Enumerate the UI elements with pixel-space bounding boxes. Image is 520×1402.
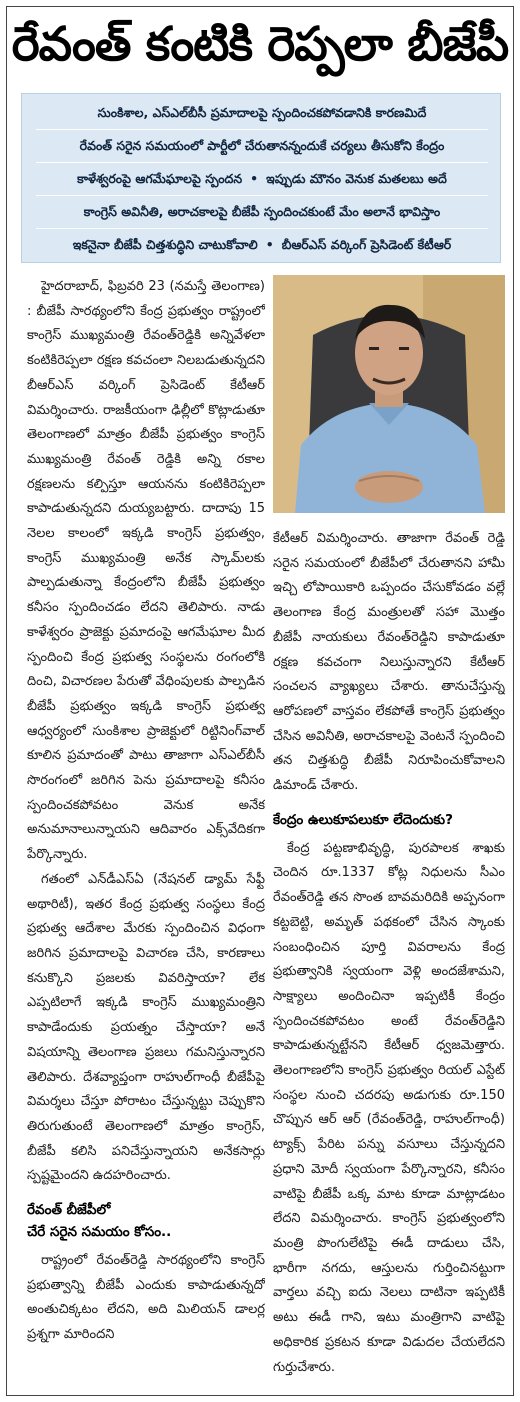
deck-divider [36,195,488,196]
deck-line-3-a: కాళేశ్వరంపై ఆగమేఘాలపై స్పందన [77,171,243,186]
deck-line-5-a: ఇకనైనా బీజేపీ చిత్తశుద్ధిని చాటుకోవాలి [72,237,258,252]
article-paragraph: గతంలో ఎన్‌డీఎస్‌ఏ (నేషనల్ డ్యామ్ సేఫ్టీ అథారిటీ), ఇతర కేంద్ర ప్రభుత్వ సంస్థలు కేంద్ర ప్రభుత్వ ఆదేశాల మేరకు స్పందించిన విధంగా జరిగిన ప్రమాదాలపై విచారణ చేసి, కారణాలు కనుక్కొని ప్రజలకు వివరిస్తాయా? లేక ఎప్పటిలాగే ఇక్కడి కాంగ్రెస్ ముఖ్యమంత్రిని కాపాడేందుకు ప్రయత్నం చేస్తాయా? అనే విషయాన్ని తెలంగాణ ప్రజలు గమనిస్తున్నారని తెలిపారు. దేశవ్యాప్తంగా రాహుల్‌గాంధీ బీజేపీపై విమర్శలు చేస్తూ పోరాటం చేస్తున్నట్టు చెప్పుకొని తిరుగుతుంటే తెలంగాణలో మాత్రం కాంగ్రెస్, బీజేపీ కలిసి పనిచేస్తున్నాయని అనేకసార్లు స్పష్టమైందని ఉదహరించారు. [27,871,265,1184]
headline: రేవంత్ కంటికి రెప్పలా బీజేపీ [11,17,509,72]
bullet-icon: • [265,237,274,252]
subhead-line: రేవంత్ బీజేపీలో [27,1202,111,1219]
deck-divider [36,162,488,163]
article-left-column [27,275,265,1390]
newspaper-clipping [6,6,514,1396]
portrait-photo [273,275,505,513]
article-paragraph: కేటీఆర్ విమర్శించారు. తాజాగా రేవంత్ రెడ్డి సరైన సమయంలో బీజేపీలో చేరుతానని హామీ ఇచ్చి లోపాయికారి ఒప్పందం చేసుకోవడం వల్లే తెలంగాణ కేంద్ర మంత్రులతో సహా మొత్తం బీజేపీ నాయకులు రేవంత్‌రెడ్డిని కాపాడుతూ రక్షణ కవచంగా నిలుస్తున్నారని కేటీఆర్ సంచలన వ్యాఖ్యలు చేశారు. తానుచేస్తున్న ఆరోపణలో వాస్తవం లేకపోతే కాంగ్రెస్ ప్రభుత్వం చేసిన అవినీతి, అరాచకాలపై వెంటనే స్పందించి తన చిత్తశుద్ధి బీజేపీ నిరూపించుకోవాలని డిమాండ్ చేశారు. [273,531,505,794]
deck-box [21,93,501,263]
deck-divider [36,129,488,130]
article-subhead: కేంద్రం ఉలుకూపలుకూ లేదెందుకు? [273,811,453,828]
bullet-icon: • [250,171,259,186]
article-paragraph: హైదరాబాద్, ఫిబ్రవరి 23 (నమస్తే తెలంగాణ) : బీజేపీ సారథ్యంలోని కేంద్ర ప్రభుత్వం రాష్ట్రంలో కాంగ్రెస్ ముఖ్యమంత్రి రేవంత్‌రెడ్డికి అన్నివేళలా కంటికిరెప్పలా రక్షణ కవచంలా నిలబడుతున్నదని బీఆర్‌ఎస్ వర్కింగ్ ప్రెసిడెంట్ కేటీఆర్ విమర్శించారు. రాజకీయంగా ఢిల్లీలో కొట్లాడుతూ తెలంగాణలో మాత్రం బీజేపీ ప్రభుత్వం కాంగ్రెస్ ముఖ్యమంత్రి రేవంత్ రెడ్డికి అన్ని రకాల రక్షణలను కల్పిస్తూ ఆయనను కంటికిరెప్పలా కాపాడుతున్నదని దుయ్యబట్టారు. దాదాపు 15 నెలల కాలంలో ఇక్కడి కాంగ్రెస్ ప్రభుత్వం, కాంగ్రెస్ ముఖ్యమంత్రి అనేక స్కామ్‌లకు పాల్పడుతున్నా కేంద్రంలోని బీజేపీ ప్రభుత్వం కనీసం స్పందించడం లేదని తెలిపారు. నాడు కాళేశ్వరం ప్రాజెక్టు ప్రమాదంపై ఆగమేఘాల మీద స్పందించి కేంద్ర ప్రభుత్వ సంస్థలను రంగంలోకి దించి, విచారణల పేరుతో వేధింపులకు పాల్పడిన బీజేపీ ప్రభుత్వం ఇక్కడి కాంగ్రెస్ ప్రభుత్వ ఆధ్వర్యంలో సుంకిశాల ప్రాజెక్టులో రిట్టినింగ్‌వాల్ కూలిన ప్రమాదంతో పాటు తాజాగా ఎస్‌ఎల్‌బీసీ సొరంగంలో జరిగిన పెను ప్రమాదాలపై కనీసం స్పందించకపోవటం వెనుక అనేక అనుమానాలున్నాయని ఆదివారం ఎక్స్‌వేదికగా పేర్కొన్నారు. [27,279,265,863]
deck-divider [36,228,488,229]
subhead-line: చేరే సరైన సమయం కోసం.. [27,1224,172,1241]
deck-line-2: రేవంత్ సరైన సమయంలో పార్టీలో చేరుతానన్నందుకే చర్యలు తీసుకోని కేంద్రం [79,138,445,153]
deck-line-3 [22,164,502,194]
deck-line-5-b: బీఆర్‌ఎస్ వర్కింగ్ ప్రెసిడెంట్ కేటీఆర్ [281,237,452,252]
article-paragraph: రాష్ట్రంలో రేవంత్‌రెడ్డి సారథ్యంలోని కాంగ్రెస్ ప్రభుత్వాన్ని బీజేపీ ఎందుకు కాపాడుతున్నదో అంతుచిక్కటం లేదని, అది మిలియన్ డాలర్ల ప్రశ్నగా మారిందని [27,1253,265,1343]
article-subhead [27,1199,265,1243]
portrait-illustration [273,275,505,513]
article-right-column [273,527,505,1392]
deck-line-4: కాంగ్రెస్ అవినీతి, అరాచకాలపై బీజేపీ స్పందించకుంటే మేం అలానే భావిస్తాం [83,204,441,219]
deck-line-1: సుంకిశాల, ఎస్‌ఎల్‌బీసీ ప్రమాదాలపై స్పందించకపోవడానికి కారణమిదే [97,105,427,120]
deck-line-5 [22,230,502,260]
article-paragraph: కేంద్ర పట్టణాభివృద్ధి, పురపాలక శాఖకు చెందిన రూ.1337 కోట్ల నిధులను సీఎం రేవంత్‌రెడ్డి తన సొంత బావమరిదికి అప్పనంగా కట్టబెట్టి, అమృత్ పథకంలో చేసిన స్కాంకు సంబంధించిన పూర్తి వివరాలను కేంద్ర ప్రభుత్వానికి స్వయంగా వెళ్లి అందజేశామని, సాక్ష్యాలు అందించినా ఇప్పటికీ కేంద్రం స్పందించకపోవటం అంటే రేవంత్‌రెడ్డిని కాపాడుతున్నట్టేనని కేటీఆర్ ధ్వజమెత్తారు. తెలంగాణలోని కాంగ్రెస్ ప్రభుత్వం రియల్ ఎస్టేట్ సంస్థల నుంచి చదరపు అడుగుకు రూ.150 చొప్పున ఆర్ ఆర్ (రేవంత్‌రెడ్డి, రాహుల్‌గాంధీ) ట్యాక్స్ పేరిట పన్ను వసూలు చేస్తున్నదని ప్రధాని మోదీ స్వయంగా పేర్కొన్నారని, కనీసం వాటిపై బీజేపీ ఒక్క మాట కూడా మాట్లాడటం లేదని విమర్శించారు. కాంగ్రెస్ ప్రభుత్వంలోని మంత్రి పొంగులేటిపై ఈడీ దాడులు చేసి, భారీగా నగదు, ఆస్తులను గుర్తించినట్టుగా వార్తలు వచ్చి ఐదు నెలలు దాటినా ఇప్పటికీ అటు ఈడీ గాని, ఇటు మంత్రిగాని వాటిపై అధికారిక ప్రకటన కూడా విడుదల చేయలేదని గుర్తుచేశారు. [273,840,505,1375]
deck-line-3-b: ఇప్పుడు మౌనం వెనుక మతలబు అదే [266,171,447,186]
